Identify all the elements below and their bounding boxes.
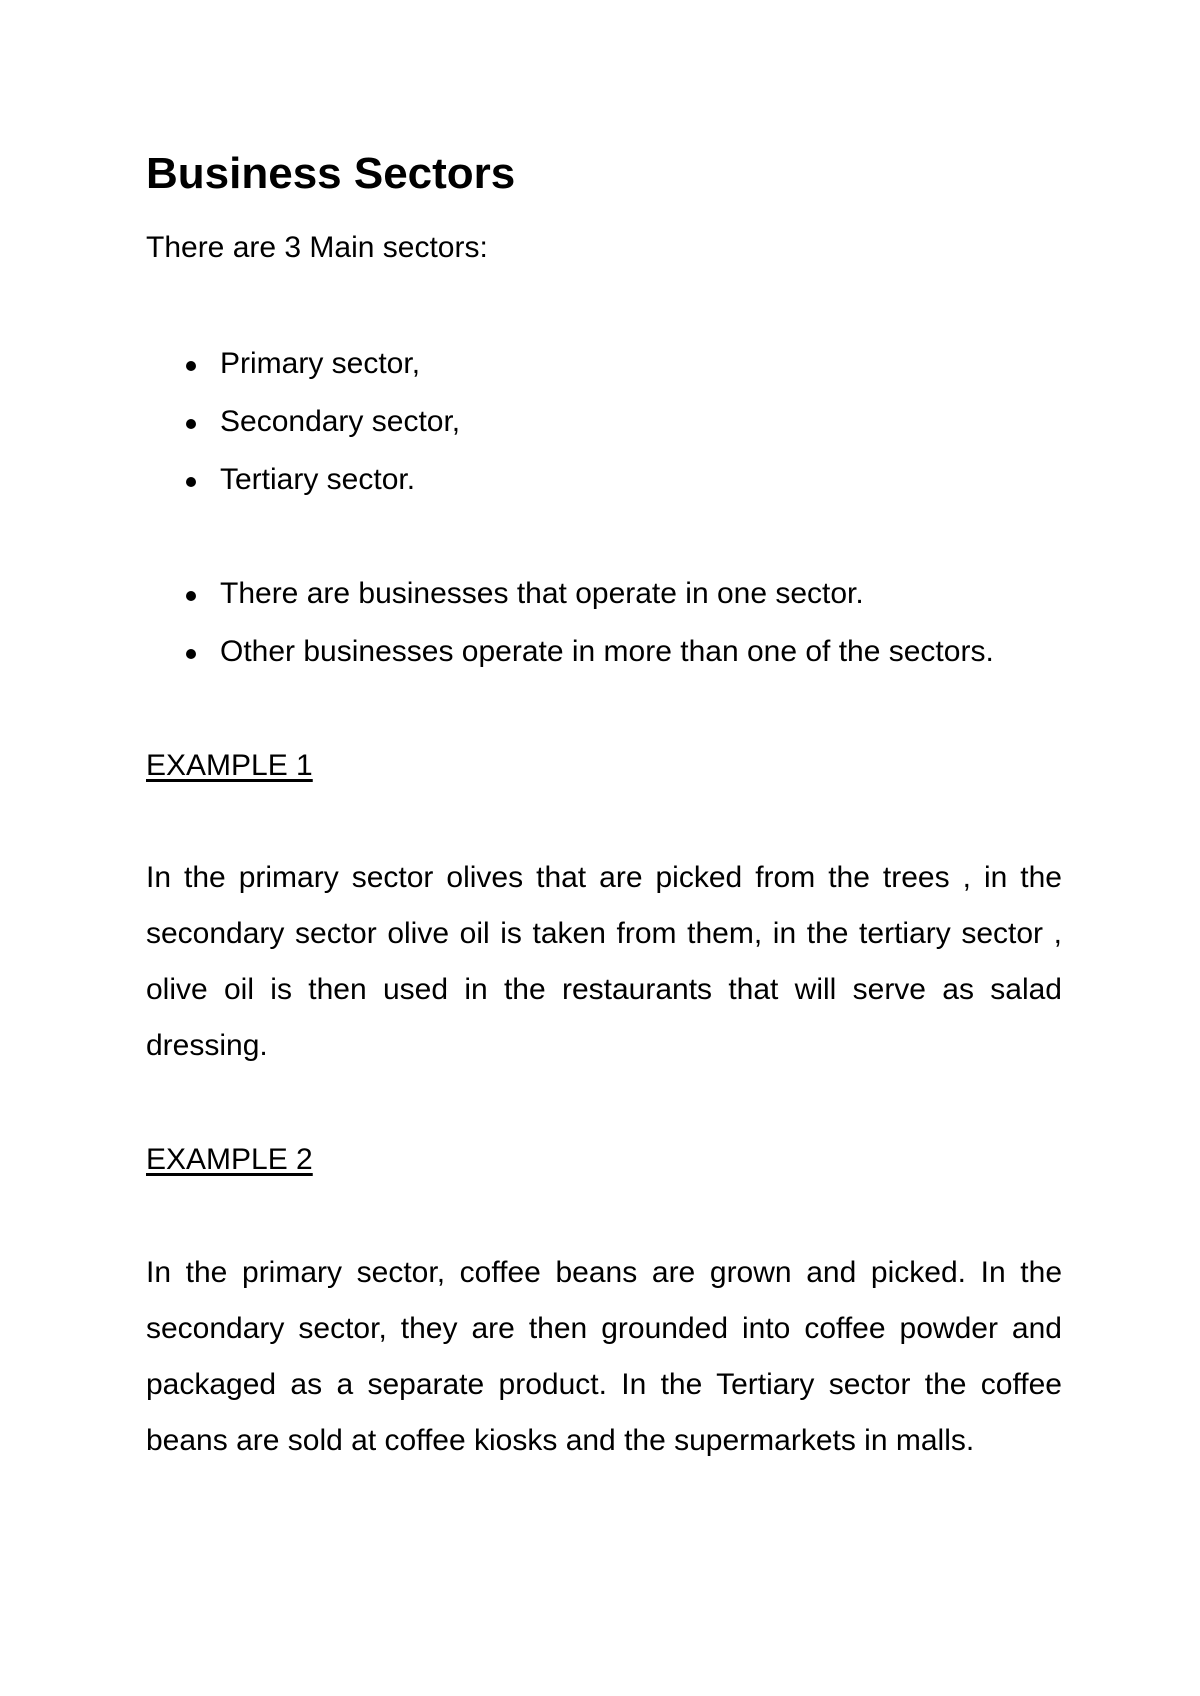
list-item-text: Secondary sector, <box>220 405 461 438</box>
intro-text: There are 3 Main sectors: <box>146 231 488 264</box>
list-item <box>146 344 460 402</box>
list-item <box>146 460 460 518</box>
list-item-text: Primary sector, <box>220 347 421 380</box>
sectors-list <box>146 344 460 518</box>
bullet-icon <box>186 361 196 371</box>
bullet-icon <box>186 649 196 659</box>
example-2-heading: EXAMPLE 2 <box>146 1143 313 1176</box>
example-1-paragraph: In the primary sector olives that are picked from the trees , in the secondary sector olive oil is taken from them, in the tertiary sector , olive oil is then used in the restaurants that will serve as salad dressing. <box>146 861 1062 1062</box>
operations-list <box>146 574 994 690</box>
list-item <box>146 632 994 690</box>
page-title: Business Sectors <box>146 149 516 198</box>
list-item-text: There are businesses that operate in one sector. <box>220 577 864 610</box>
list-item <box>146 402 460 460</box>
list-item-text: Other businesses operate in more than one of the sectors. <box>220 635 994 668</box>
example-2-paragraph: In the primary sector, coffee beans are grown and picked. In the secondary sector, they are then grounded into coffee powder and packaged as a separate product. In the Tertiary sector the coffee beans are sold at coffee kiosks and the supermarkets in malls. <box>146 1256 1062 1457</box>
bullet-icon <box>186 477 196 487</box>
bullet-icon <box>186 591 196 601</box>
bullet-icon <box>186 419 196 429</box>
list-item <box>146 574 994 632</box>
example-1-heading: EXAMPLE 1 <box>146 749 313 782</box>
list-item-text: Tertiary sector. <box>220 463 416 496</box>
